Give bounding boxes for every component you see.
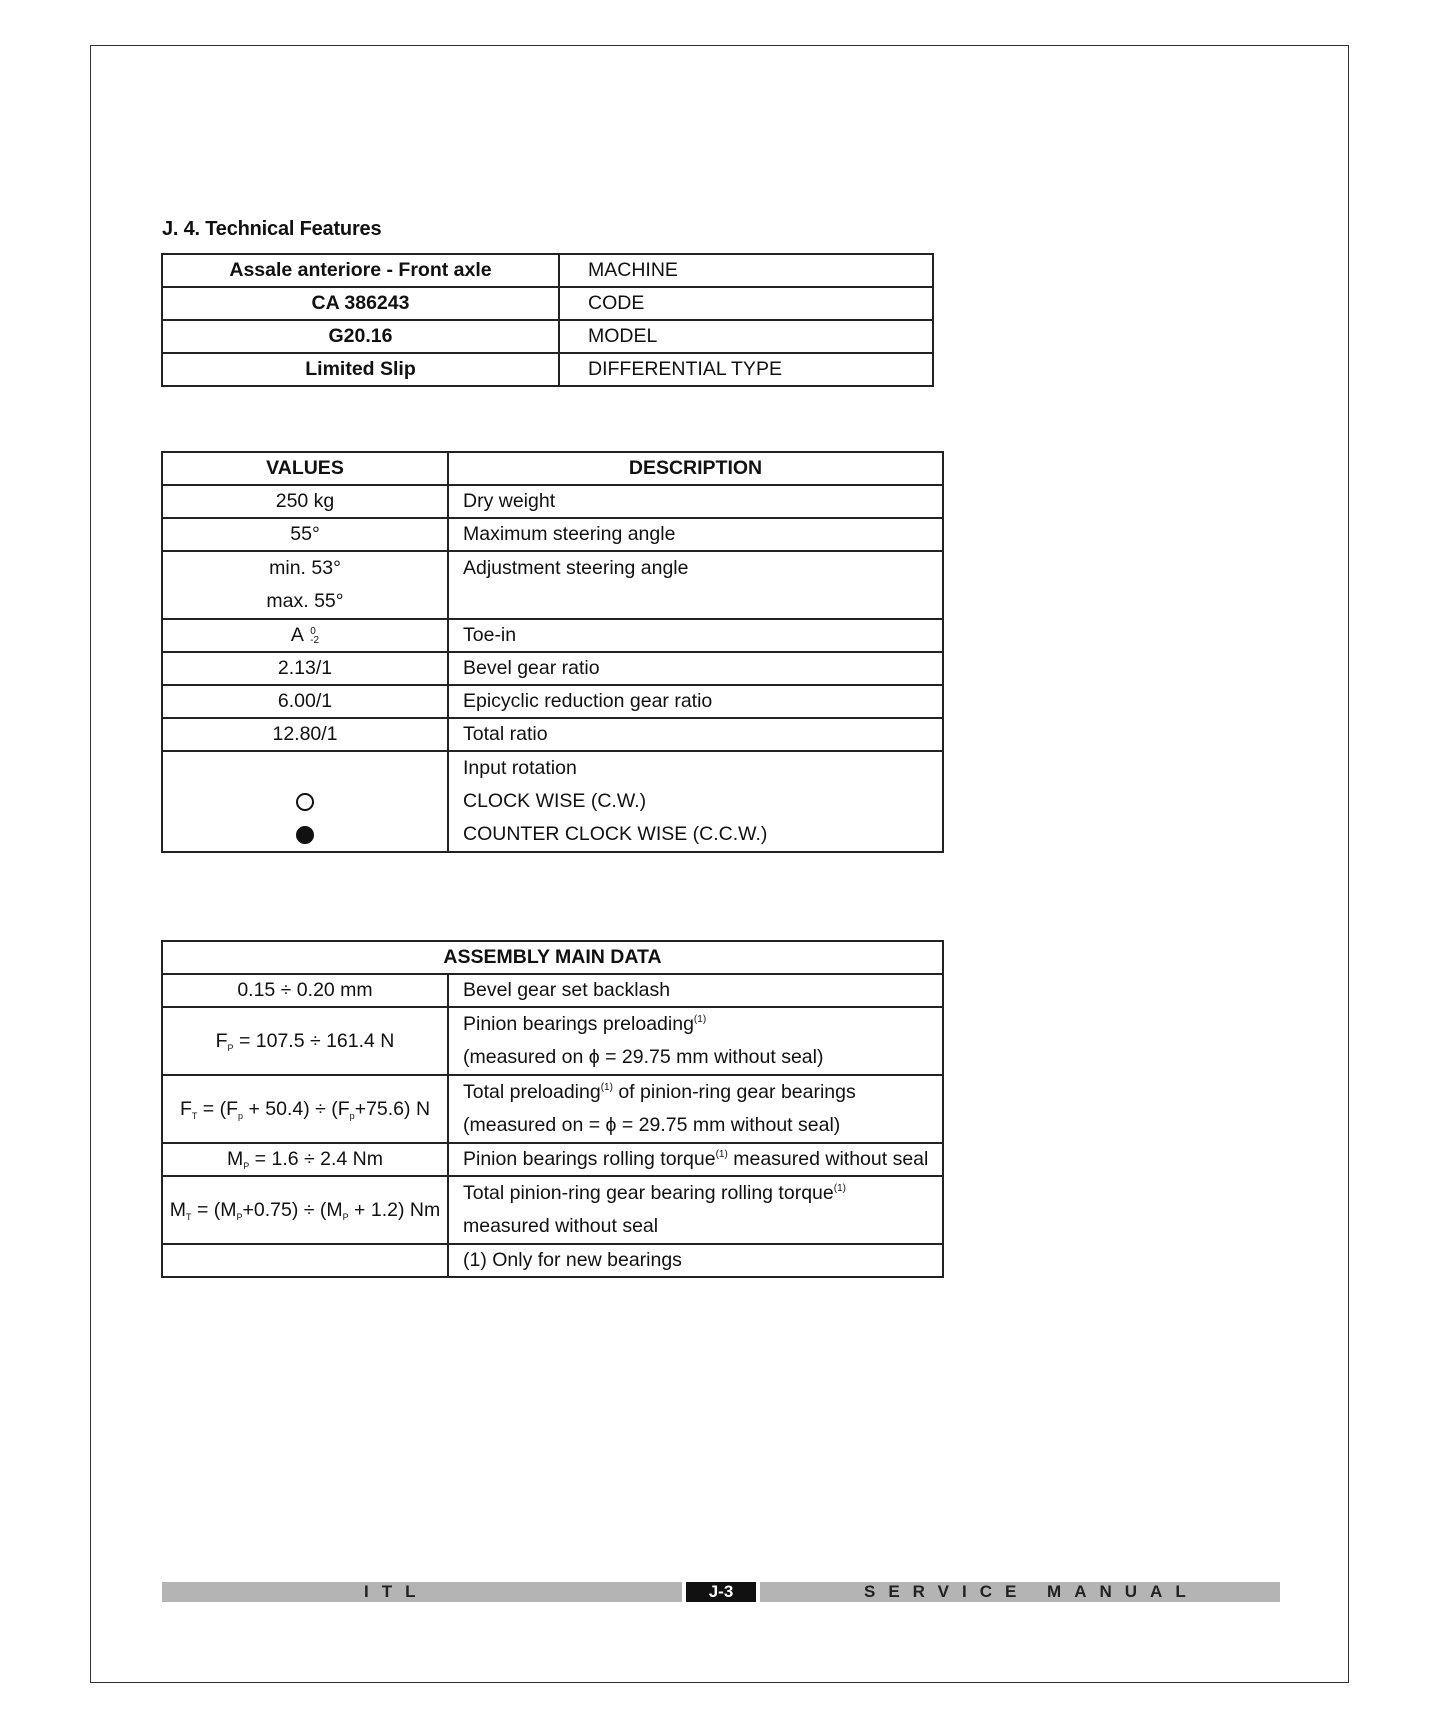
table-row	[162, 320, 933, 353]
max-steering-value: 55°	[162, 518, 448, 551]
values-header: VALUES	[162, 452, 448, 485]
ft-value: $F_T = (F_p + 50.4) \div (F_p+75.6)$ N	[162, 1075, 448, 1143]
dry-weight-desc: Dry weight	[448, 485, 943, 518]
footnote: (1) Only for new bearings	[448, 1244, 943, 1277]
mt-value: $M_T = (M_P+0.75) \div (M_P + 1.2)$ Nm	[162, 1176, 448, 1244]
table-row	[162, 619, 943, 652]
total-ratio-desc: Total ratio	[448, 718, 943, 751]
open-circle-icon	[296, 793, 314, 811]
table-header-row	[162, 452, 943, 485]
mp-desc: Pinion bearings rolling torque$^{(1)}$ measured without seal	[448, 1143, 943, 1176]
toe-in-value	[162, 619, 448, 652]
epicyclic-ratio-value: 6.00/1	[162, 685, 448, 718]
toe-in-upper: 0	[310, 625, 316, 637]
table-row	[162, 1244, 943, 1277]
dry-weight-value: 250 kg	[162, 485, 448, 518]
total-ratio-value: 12.80/1	[162, 718, 448, 751]
table-row	[162, 518, 943, 551]
note-empty-cell	[162, 1244, 448, 1277]
mp-value: $M_P = 1.6 \div 2.4$ Nm	[162, 1143, 448, 1176]
table-row	[162, 485, 943, 518]
footer-brand: ITL	[364, 1582, 429, 1601]
rotation-desc	[448, 751, 943, 852]
table-row	[162, 287, 933, 320]
assembly-data-table	[161, 940, 944, 1278]
max-steering-desc: Maximum steering angle	[448, 518, 943, 551]
page-number: J-3	[686, 1582, 756, 1602]
table-row	[162, 685, 943, 718]
table-row	[162, 652, 943, 685]
rotation-title: Input rotation	[463, 757, 577, 779]
mt-desc: Total pinion-ring gear bearing rolling torque$^{(1)}$ measured without seal	[448, 1176, 943, 1244]
table-row	[162, 551, 943, 619]
differential-label: DIFFERENTIAL TYPE	[559, 353, 933, 386]
backlash-desc: Bevel gear set backlash	[448, 974, 943, 1007]
adjustment-steering-desc-cell	[448, 551, 943, 619]
filled-circle-icon	[296, 826, 314, 844]
code-label: CODE	[559, 287, 933, 320]
toe-in-symbol: A	[290, 624, 303, 646]
code-value: CA 386243	[162, 287, 559, 320]
differential-value: Limited Slip	[162, 353, 559, 386]
table-row	[162, 1176, 943, 1244]
adjustment-steering-value	[162, 551, 448, 619]
fp-value: $F_P = 107.5 \div 161.4$ N	[162, 1007, 448, 1075]
description-header: DESCRIPTION	[448, 452, 943, 485]
rotation-symbols	[162, 751, 448, 852]
rotation-cw: CLOCK WISE (C.W.)	[463, 790, 647, 812]
table-row	[162, 254, 933, 287]
footer-manual-title: SERVICE MANUAL	[864, 1582, 1199, 1601]
values-description-table	[161, 451, 944, 853]
ft-desc: Total preloading$^{(1)}$ of pinion-ring gear bearings (measured on = ϕ = 29.75 mm without seal)	[448, 1075, 943, 1143]
table-row	[162, 1007, 943, 1075]
machine-value: Assale anteriore - Front axle	[162, 254, 559, 287]
bevel-ratio-desc: Bevel gear ratio	[448, 652, 943, 685]
rotation-ccw: COUNTER CLOCK WISE (C.C.W.)	[463, 823, 768, 845]
table-row	[162, 1143, 943, 1176]
section-title: J. 4. Technical Features	[162, 218, 382, 240]
toe-in-tolerance	[310, 627, 319, 645]
adjustment-steering-desc: Adjustment steering angle	[463, 557, 689, 579]
table-row	[162, 974, 943, 1007]
machine-label: MACHINE	[559, 254, 933, 287]
model-value: G20.16	[162, 320, 559, 353]
fp-desc: Pinion bearings preloading$^{(1)}$ (measured on ϕ = 29.75 mm without seal)	[448, 1007, 943, 1075]
table-row	[162, 353, 933, 386]
adjustment-steering-max: max. 55°	[266, 590, 344, 612]
table-row	[162, 718, 943, 751]
bevel-ratio-value: 2.13/1	[162, 652, 448, 685]
assembly-title: ASSEMBLY MAIN DATA	[162, 941, 943, 974]
table-row	[162, 1075, 943, 1143]
toe-in-desc: Toe-in	[448, 619, 943, 652]
backlash-value: 0.15 ÷ 0.20 mm	[162, 974, 448, 1007]
toe-in-lower: -2	[310, 634, 320, 646]
table-row	[162, 751, 943, 852]
adjustment-steering-min: min. 53°	[269, 557, 341, 579]
machine-info-table	[161, 253, 934, 387]
epicyclic-ratio-desc: Epicyclic reduction gear ratio	[448, 685, 943, 718]
model-label: MODEL	[559, 320, 933, 353]
table-header-row	[162, 941, 943, 974]
